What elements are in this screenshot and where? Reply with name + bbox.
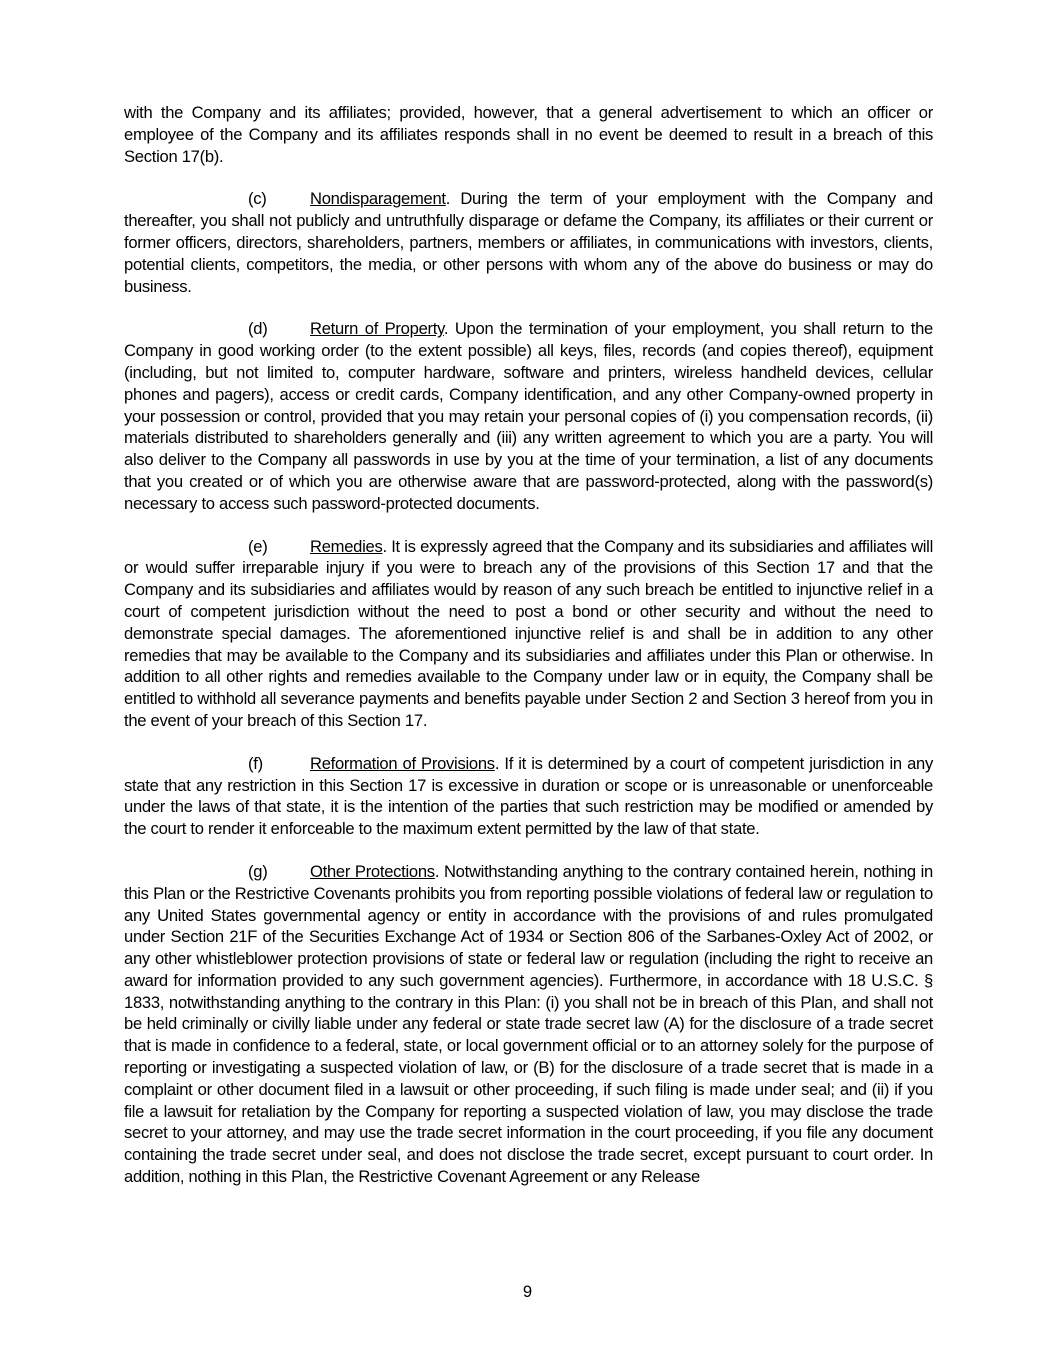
page-number: 9 xyxy=(522,1282,533,1301)
section-c-paragraph xyxy=(124,188,933,297)
section-e-heading: Remedies xyxy=(310,536,383,556)
section-e-paragraph xyxy=(124,536,933,732)
section-g-heading: Other Protections xyxy=(310,861,435,881)
section-g-paragraph xyxy=(124,861,933,1188)
section-f-text: . If it is determined by a court of competent jurisdiction in any state that any restriction in this Section 17 is excessive in duration or scope or is unreasonable or unenforceable under the laws of that state, it is the intention of the parties that such restriction may be modified or amended by the court to render it enforceable to the maximum extent permitted by the law of that state. xyxy=(124,753,933,839)
section-d-label: (d) xyxy=(248,319,268,339)
section-c-label: (c) xyxy=(248,189,267,209)
continuation-paragraph: with the Company and its affiliates; provided, however, that a general advertisement to which an officer or employee of the Company and its affiliates responds shall in no event be deemed to result in a breach of this Section 17(b). xyxy=(124,103,933,166)
section-e-label: (e) xyxy=(248,536,268,556)
section-f-heading: Reformation of Provisions xyxy=(310,753,495,773)
section-g-label: (g) xyxy=(248,861,268,881)
section-f-label: (f) xyxy=(248,753,263,773)
section-c-text: . During the term of your employment with the Company and thereafter, you shall not publicly and untruthfully disparage or defame the Company, its affiliates or their current or former officers, directors, shareholders, partners, members or affiliates, in communications with investors, clients, potential clients, competitors, the media, or other persons with whom any of the above do business or may do business. xyxy=(124,189,933,296)
section-d-heading: Return of Property xyxy=(310,319,444,339)
section-g-text: . Notwithstanding anything to the contrary contained herein, nothing in this Plan or the Restrictive Covenants prohibits you from reporting possible violations of federal law or regulation to any United States governmental agency or entity in accordance with the provisions of and rules promulgated under Section 21F of the Securities Exchange Act of 1934 or Section 806 of the Sarbanes-Oxley Act of 2002, or any other whistleblower protection provisions of state or federal law or regulation (including the right to receive an award for information provided to any such government agencies). Furthermore, in accordance with 18 U.S.C. § 1833, notwithstanding anything to the contrary in this Plan: (i) you shall not be in breach of this Plan, and shall not be held criminally or civilly liable under any federal or state trade secret law (A) for the disclosure of a trade secret that is made in confidence to a federal, state, or local government official or to an attorney solely for the purpose of reporting or investigating a suspected violation of law, or (B) for the disclosure of a trade secret that is made in a complaint or other document filed in a lawsuit or other proceeding, if such filing is made under seal; and (ii) if you file a lawsuit for retaliation by the Company for reporting a suspected violation of law, you may disclose the trade secret to your attorney, and may use the trade secret information in the court proceeding, if you file any document containing the trade secret under seal, and does not disclose the trade secret, except pursuant to court order. In addition, nothing in this Plan, the Restrictive Covenant Agreement or any Release xyxy=(124,861,933,1187)
section-d-paragraph xyxy=(124,318,933,514)
document-body xyxy=(124,102,933,1188)
section-d-text: . Upon the termination of your employment, you shall return to the Company in good working order (to the extent possible) all keys, files, records (and copies thereof), equipment (including, but not limited to, computer hardware, software and printers, wireless handheld devices, cellular phones and pagers), access or credit cards, Company identification, and any other Company-owned property in your possession or control, provided that you may retain your personal copies of (i) you compensation records, (ii) materials distributed to shareholders generally and (iii) any written agreement to which you are a party. You will also deliver to the Company all passwords in use by you at the time of your termination, a list of any documents that you created or of which you are otherwise aware that are password-protected, along with the password(s) necessary to access such password-protected documents. xyxy=(124,319,933,513)
section-e-text: . It is expressly agreed that the Company and its subsidiaries and affiliates will or would suffer irreparable injury if you were to breach any of the provisions of this Section 17 and that the Company and its subsidiaries and affiliates would by reason of any such breach be entitled to injunctive relief in a court of competent jurisdiction without the need to post a bond or other security and without the need to demonstrate special damages. The aforementioned injunctive relief is and shall be in addition to any other remedies that may be available to the Company and its subsidiaries and affiliates under this Plan or otherwise. In addition to all other rights and remedies available to the Company under law or in equity, the Company shall be entitled to withhold all severance payments and benefits payable under Section 2 and Section 3 hereof from you in the event of your breach of this Section 17. xyxy=(124,536,933,730)
section-f-paragraph xyxy=(124,753,933,840)
section-c-heading: Nondisparagement xyxy=(310,189,446,209)
